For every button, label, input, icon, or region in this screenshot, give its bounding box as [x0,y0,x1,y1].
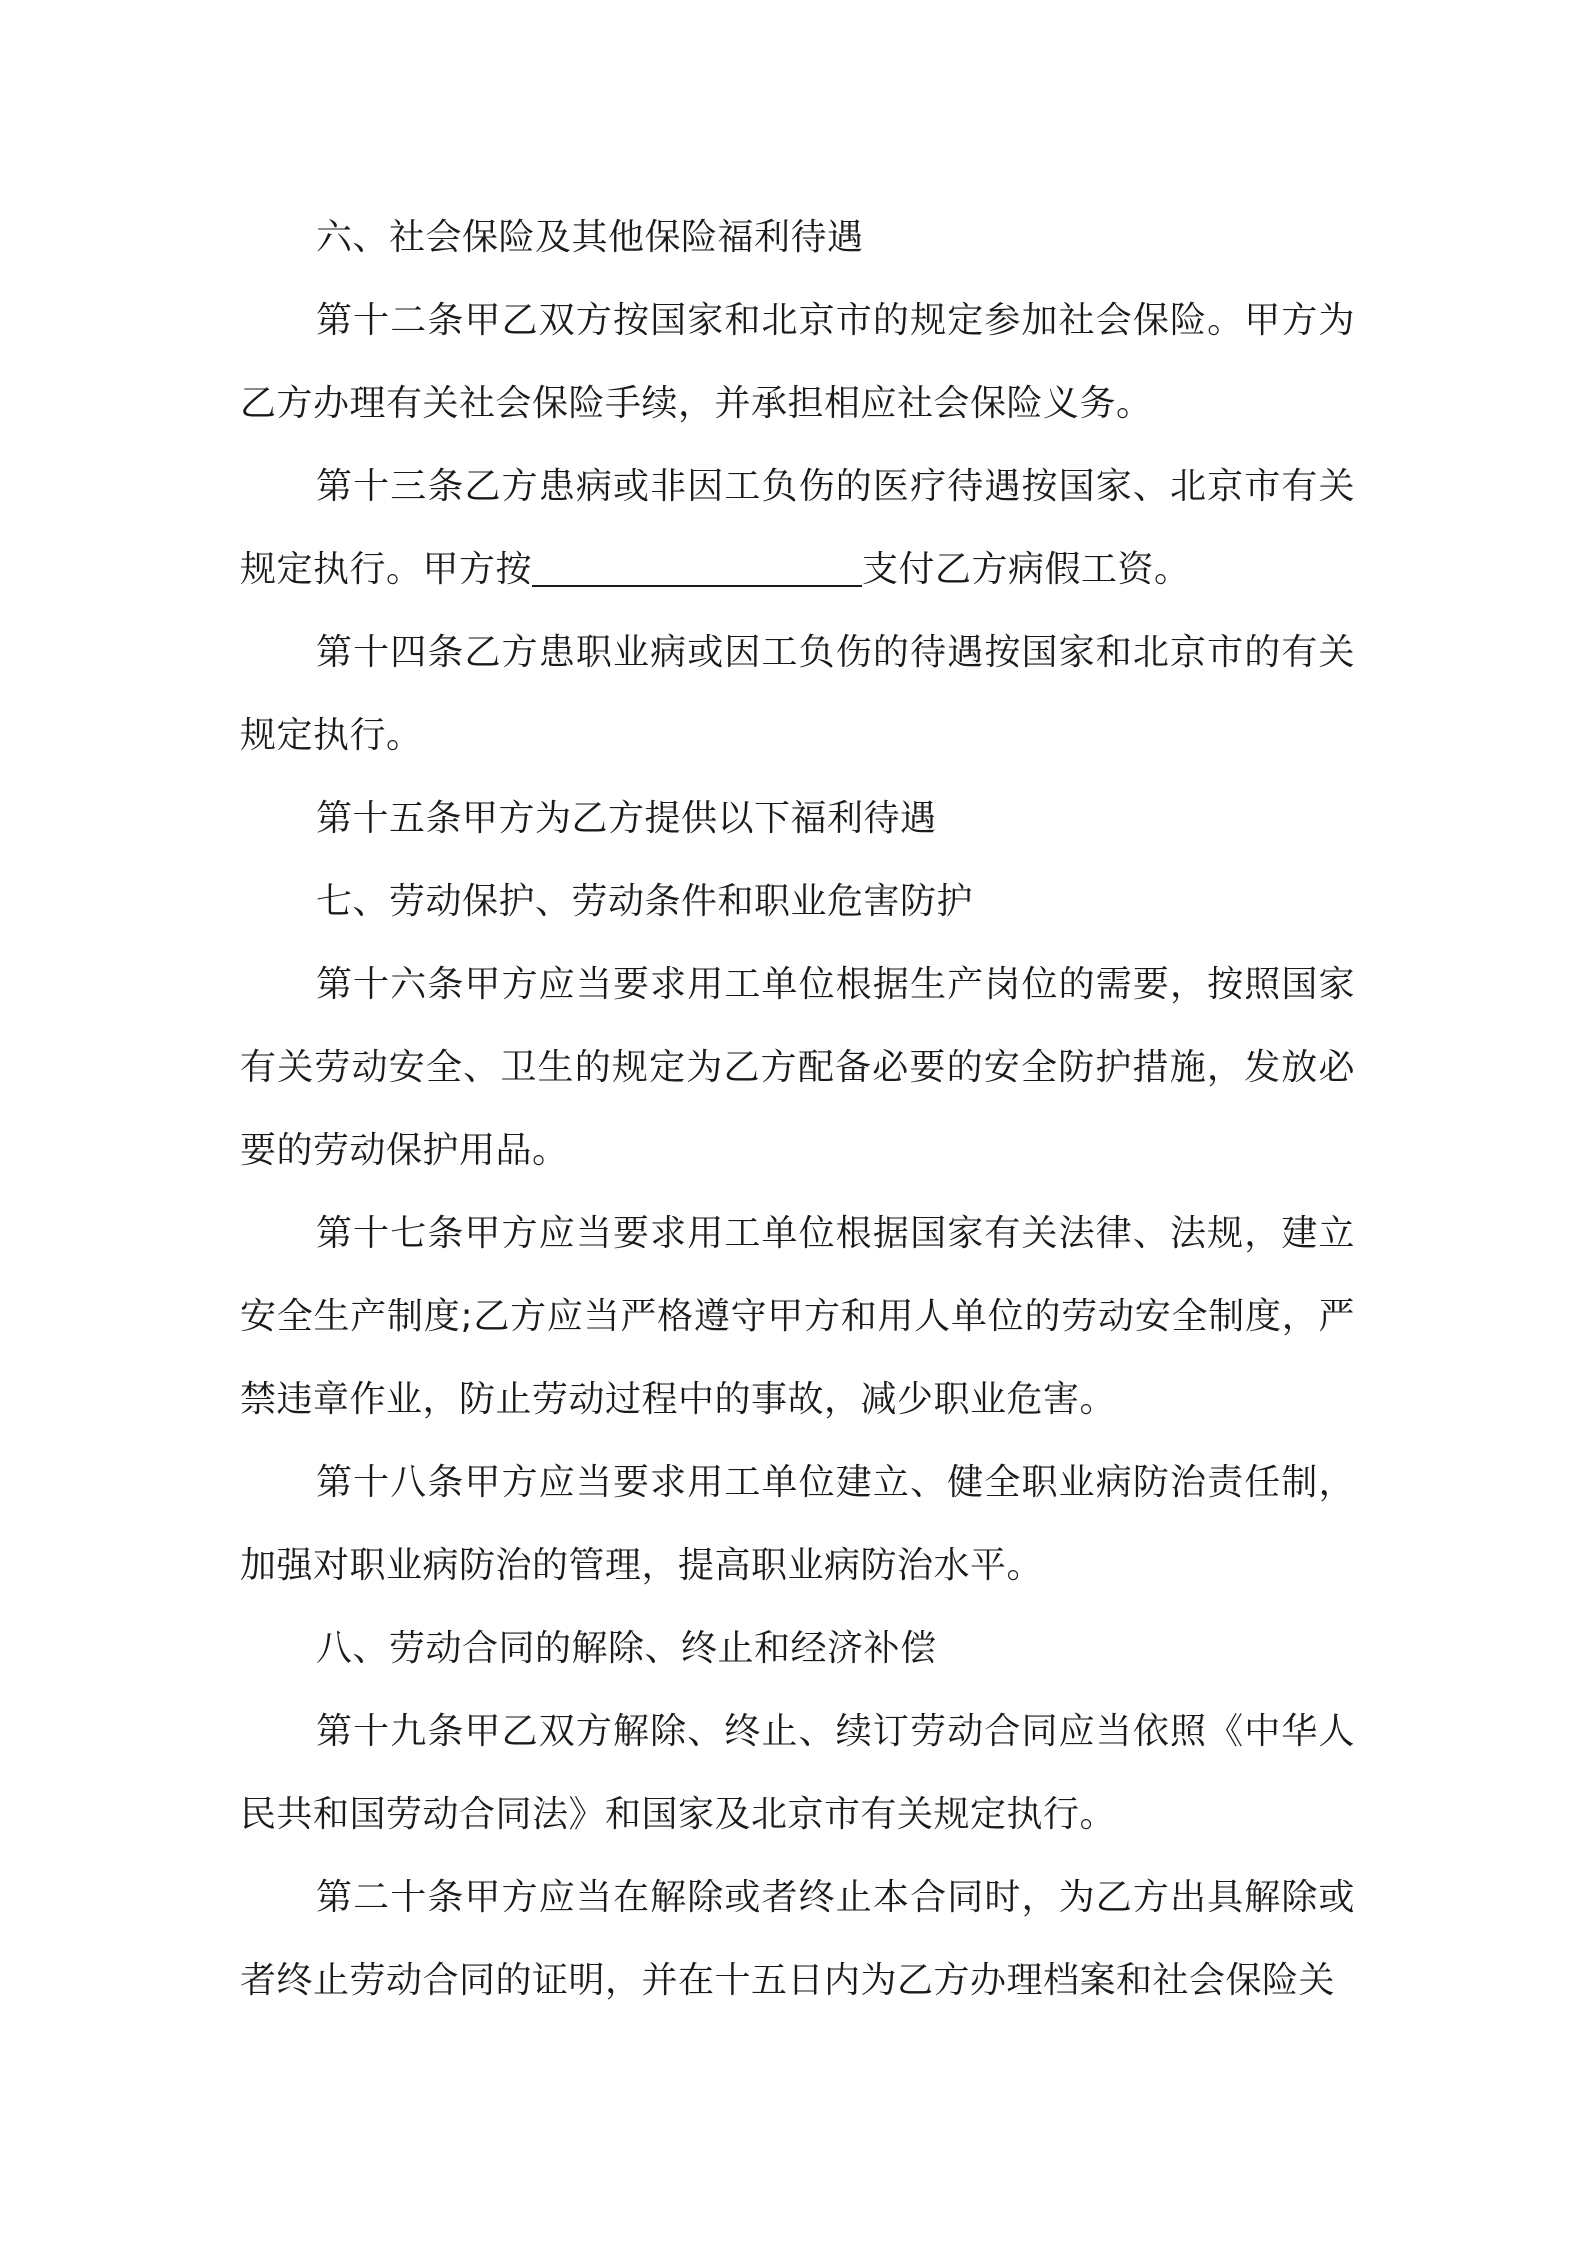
article-16: 第十六条甲方应当要求用工单位根据生产岗位的需要，按照国家有关劳动安全、卫生的规定为乙方配备必要的安全防护措施，发放必要的劳动保护用品。 [240,964,1355,1171]
fill-in-blank-line [532,549,862,587]
section-heading-termination: 八、劳动合同的解除、终止和经济补偿 [316,1628,937,1669]
article-12: 第十二条甲乙双方按国家和北京市的规定参加社会保险。甲方为乙方办理有关社会保险手续，并承担相应社会保险义务。 [240,300,1355,424]
article-14: 第十四条乙方患职业病或因工负伤的待遇按国家和北京市的有关规定执行。 [240,632,1355,756]
article-18: 第十八条甲方应当要求用工单位建立、健全职业病防治责任制，加强对职业病防治的管理，提高职业病防治水平。 [240,1462,1355,1586]
article-13-text-after: 支付乙方病假工资。 [862,549,1191,590]
document-body [240,196,1355,2022]
article-13 [240,445,1355,611]
section-heading-labor-protection: 七、劳动保护、劳动条件和职业危害防护 [316,881,974,922]
article-17: 第十七条甲方应当要求用工单位根据国家有关法律、法规，建立安全生产制度;乙方应当严格遵守甲方和用人单位的劳动安全制度，严禁违章作业，防止劳动过程中的事故，减少职业危害。 [240,1213,1355,1420]
article-15: 第十五条甲方为乙方提供以下福利待遇 [316,798,937,839]
section-heading-social-insurance: 六、社会保险及其他保险福利待遇 [316,217,864,258]
article-19: 第十九条甲乙双方解除、终止、续订劳动合同应当依照《中华人民共和国劳动合同法》和国家及北京市有关规定执行。 [240,1711,1355,1835]
article-13-text-before: 第十三条乙方患病或非因工负伤的医疗待遇按国家、北京市有关规定执行。甲方按 [240,466,1355,590]
article-20: 第二十条甲方应当在解除或者终止本合同时，为乙方出具解除或者终止劳动合同的证明，并在十五日内为乙方办理档案和社会保险关 [240,1877,1355,2001]
